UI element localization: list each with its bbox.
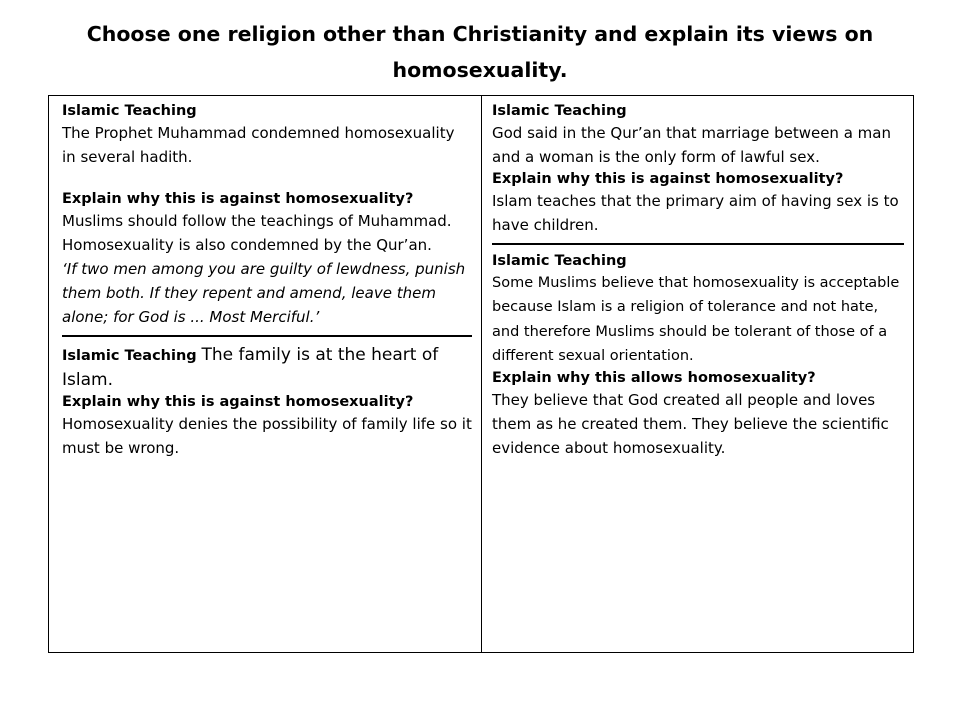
right-separator bbox=[492, 243, 904, 245]
right-heading-2: Islamic Teaching bbox=[492, 253, 627, 269]
page-title: Choose one religion other than Christianity and explain its views on homosexuality. bbox=[86, 22, 874, 82]
column-divider bbox=[481, 95, 482, 653]
right-question-1: Explain why this is against homosexuality? bbox=[492, 171, 844, 187]
right-column bbox=[492, 101, 904, 460]
left-teaching-text-2: The family is at the heart of Islam. bbox=[62, 345, 439, 390]
right-question-2: Explain why this allows homosexuality? bbox=[492, 370, 816, 387]
left-teaching-2 bbox=[62, 343, 472, 392]
right-answer-2: They believe that God created all people and loves them as he created them. They believe the scientific evidence about homosexuality. bbox=[492, 391, 889, 458]
right-answer-1: Islam teaches that the primary aim of having sex is to have children. bbox=[492, 192, 899, 234]
right-heading-1: Islamic Teaching bbox=[492, 103, 627, 119]
left-heading-2: Islamic Teaching bbox=[62, 348, 197, 364]
left-teaching-text-1: The Prophet Muhammad condemned homosexuality in several hadith. bbox=[62, 124, 455, 166]
left-column bbox=[62, 101, 472, 460]
left-separator bbox=[62, 335, 472, 337]
right-teaching-text-2: Some Muslims believe that homosexuality is acceptable because Islam is a religion of tolerance and not hate, and therefore Muslims should be tolerant of those of a different sexual orientation. bbox=[492, 275, 900, 364]
left-answer-2: Homosexuality denies the possibility of family life so it must be wrong. bbox=[62, 415, 472, 457]
left-heading-1: Islamic Teaching bbox=[62, 103, 197, 119]
right-teaching-text-1: God said in the Qur’an that marriage between a man and a woman is the only form of lawful sex. bbox=[492, 124, 891, 166]
left-quote: ‘If two men among you are guilty of lewdness, punish them both. If they repent and amend, leave them alone; for God is ... Most Merciful.’ bbox=[62, 260, 466, 326]
left-question-1: Explain why this is against homosexuality? bbox=[62, 191, 414, 207]
left-answer-1: Muslims should follow the teachings of Muhammad. Homosexuality is also condemned by the Qur’an. bbox=[62, 212, 452, 254]
left-question-2: Explain why this is against homosexuality? bbox=[62, 394, 414, 410]
